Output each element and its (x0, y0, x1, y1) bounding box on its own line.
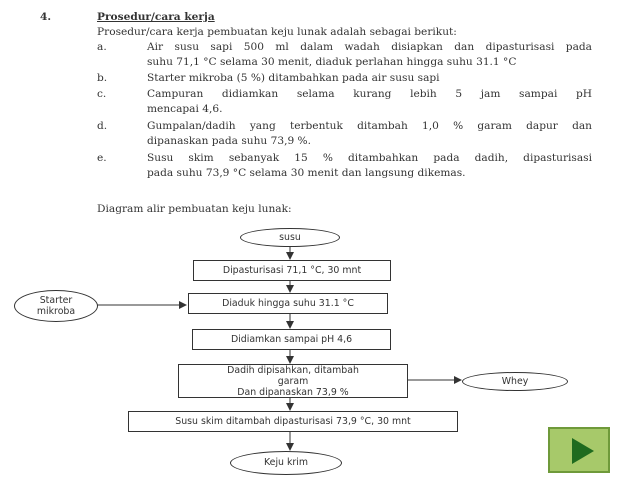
flow-input-starter (14, 290, 98, 322)
flow-step-skim-label: Susu skim ditambah dipasturisasi 73,9 °C, 30 mnt (175, 416, 411, 427)
step-e-letter: e. (97, 152, 107, 164)
flow-start-susu (240, 228, 340, 247)
flow-step-rest-label: Didiamkan sampai pH 4,6 (230, 334, 353, 345)
next-slide-button[interactable] (548, 427, 610, 473)
step-e-line-2: pada suhu 73,9 °C selama 30 menit dan langsung dikemas. (147, 167, 466, 179)
flow-step-pasteurize (193, 260, 391, 281)
section-title: Prosedur/cara kerja (97, 11, 215, 23)
step-a-letter: a. (97, 41, 107, 53)
step-d-line-1: Gumpalan/dadih yang terbentuk ditambah 1,0 % garam dapur dan (147, 120, 592, 132)
flow-whey-label: Whey (501, 375, 529, 387)
flow-step-curd-line-1: Dadih dipisahkan, ditambah (227, 364, 359, 376)
section-number: 4. (40, 11, 52, 23)
flow-starter-line-2: mikroba (36, 306, 76, 317)
flow-step-stir (188, 293, 388, 314)
flow-starter-line-1: Starter (39, 295, 73, 306)
flow-end-keju-krim (230, 451, 342, 475)
step-c-line-1: Campuran didiamkan selama kurang lebih 5 jam sampai pH (147, 88, 592, 100)
play-arrow-icon (572, 438, 594, 464)
flow-step-stir-label: Diaduk hingga suhu 31.1 °C (222, 298, 354, 309)
step-a-line-1: Air susu sapi 500 ml dalam wadah disiapkan dan dipasturisasi pada (147, 41, 592, 53)
step-c-line-2: mencapai 4,6. (147, 103, 223, 115)
flow-output-whey (462, 372, 568, 391)
step-d-letter: d. (97, 120, 108, 132)
step-e-line-1: Susu skim sebanyak 15 % ditambahkan pada dadih, dipasturisasi (147, 152, 592, 164)
step-a-line-2: suhu 71,1 °C selama 30 menit, diaduk perlahan hingga suhu 31.1 °C (147, 56, 517, 68)
flow-start-label: susu (279, 231, 301, 243)
flow-step-curd-line-2: garam (277, 375, 309, 387)
diagram-caption: Diagram alir pembuatan keju lunak: (97, 203, 292, 215)
step-b-letter: b. (97, 72, 108, 84)
step-d-line-2: dipanaskan pada suhu 73,9 %. (147, 135, 311, 147)
flow-step-skim (128, 411, 458, 432)
step-c-letter: c. (97, 88, 107, 100)
flow-step-rest (192, 329, 391, 350)
flow-step-curd-line-3: Dan dipanaskan 73,9 % (237, 386, 349, 398)
flow-step-pasteurize-label: Dipasturisasi 71,1 °C, 30 mnt (222, 265, 362, 276)
section-intro: Prosedur/cara kerja pembuatan keju lunak adalah sebagai berikut: (97, 26, 457, 38)
step-b-line-1: Starter mikroba (5 %) ditambahkan pada air susu sapi (147, 72, 440, 84)
flow-end-label: Keju krim (264, 457, 308, 468)
flow-step-curd (178, 364, 408, 398)
